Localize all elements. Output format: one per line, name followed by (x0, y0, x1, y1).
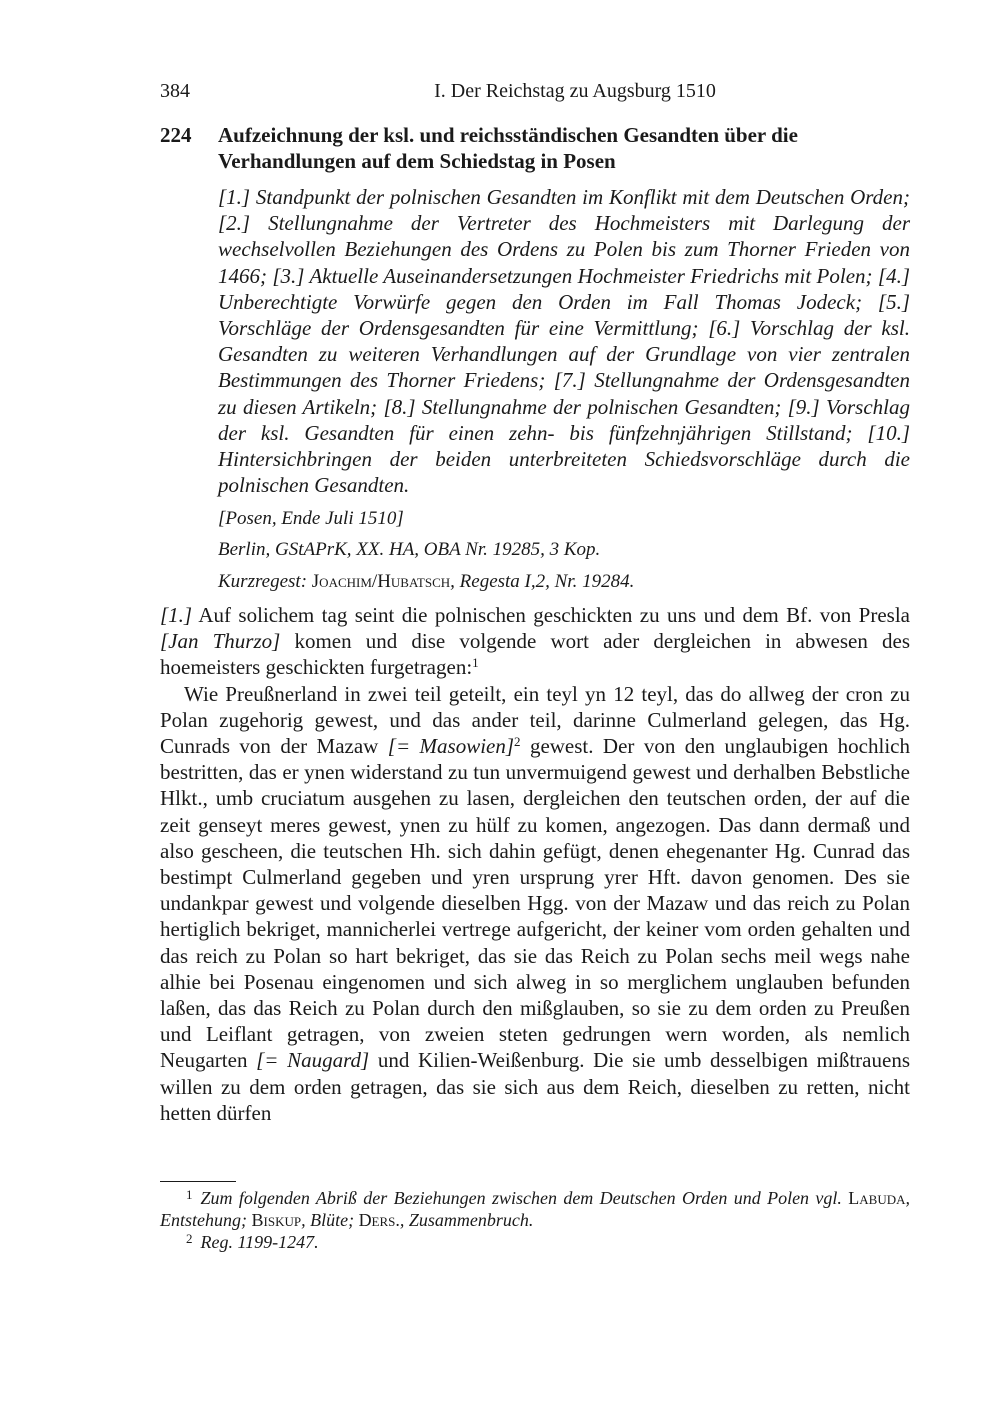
date-place: [Posen, Ende Juli 1510] (218, 508, 404, 529)
text-run: gewest. Der von den unglaubigen hochlich bestritten, das er ynen widerstand zu tun unvermuigend gewest und derhalben Bebstliche Hlkt., umb cruciatum ausgehen zu lasen, dergleichen den teutschen orden, der auf die zeit genseyt meres gewest, ynen zu hülf zu komen, angezogen. Das dann dermaß und also gescheen, die teutschen Hh. sich dahin gefügt, denen ehegenanter Hg. Cunrad das bestimpt Culmerland gegeben und yren ursprung yrer Hft. davon genomen. Des sie undankpar gewest und volgende dieselben Hgg. von der Mazaw und das reich zu Polan hertiglich bekriget, mannicherlei vertrege aufgericht, der keiner vom orden gehalten und das reich zu Polan so hart bekriget, das sie das Reich zu Polan sechs meil wegs nahe alhie bei Posenau eingenomen und sich alweg in so merglichem unglauben befunden laßen, das das Reich zu Polan durch den mißglauben, so sie zu dem orden zu Preußen und Leiflant getragen, von zweien steten gedrungen wern worden, als nemlich Neugarten (160, 734, 910, 1073)
text-run: und Kilien-Weißenburg. Die sie umb desselbigen mißtrauens willen zu dem orden getragen, das sie sich aus dem Reich, dieselben zu retten, nicht hetten dürfen (160, 1048, 910, 1125)
text-run: Auf solichem tag seint die polnischen geschickten zu uns und dem Bf. von Presla (192, 603, 910, 627)
footnote-text: , Blüte; (301, 1210, 359, 1230)
editorial-note: [= Masowien] (387, 734, 515, 759)
archive-reference: Berlin, GStAPrK, XX. HA, OBA Nr. 19285, 3 Kop. (218, 539, 601, 560)
footnote-mark: 2 (186, 1231, 193, 1246)
page-number: 384 (160, 80, 190, 102)
running-head (160, 80, 910, 108)
kurzregest-author-1: Joachim (311, 571, 372, 592)
footnote-text: Reg. 1199-1247. (200, 1232, 319, 1252)
editorial-note: [Jan Thurzo] (160, 629, 281, 654)
footnote-author: Biskup (251, 1210, 302, 1230)
footnote-author: Labuda (848, 1188, 906, 1208)
paragraph-1 (160, 602, 910, 681)
section-marker: [1.] (160, 603, 193, 627)
footnote-mark: 1 (186, 1187, 193, 1202)
kurzregest (218, 570, 910, 594)
footnote-text: , Entstehung; (160, 1188, 910, 1230)
document-title: Aufzeichnung der ksl. und reichsständischen Gesandten über die Verhandlungen auf dem Schiedstag in Posen (218, 123, 798, 173)
footnote-2 (160, 1228, 910, 1253)
running-title: I. Der Reichstag zu Augsburg 1510 (434, 80, 716, 102)
footnote-text: Zum folgenden Abriß der Beziehungen zwischen dem Deutschen Orden und Polen vgl. (200, 1188, 849, 1208)
editorial-note: [= Naugard] (256, 1048, 370, 1073)
document-heading (160, 122, 910, 174)
footnote-ref-1[interactable]: 1 (472, 655, 479, 671)
text-run: komen und dise volgende wort ader dergleichen in abwesen des hoemeisters geschickten furgetragen: (160, 629, 910, 680)
kurzregest-label: Kurzregest: (218, 571, 308, 592)
main-text (160, 602, 910, 1126)
footnote-text: , Zusammenbruch. (399, 1210, 534, 1230)
footnote-ref-2[interactable]: 2 (514, 734, 521, 750)
kurzregest-author-2: Hubatsch (377, 571, 451, 592)
text-run: Wie Preußnerland in zwei teil geteilt, ein teyl yn 12 teyl, das do allweg der cron zu Polan zugehorig gewest, und das ander teil, darinne Culmerland gelegen, das Hg. Cunrads von der Mazaw (160, 681, 910, 759)
footnote-author: Ders. (358, 1210, 400, 1230)
footnote-rule (160, 1181, 236, 1182)
paragraph-2 (160, 681, 910, 1126)
kurzregest-reference: , Regesta I,2, Nr. 19284. (450, 571, 635, 592)
footnote-1 (160, 1184, 910, 1231)
regest-summary: [1.] Standpunkt der polnischen Gesandten im Konflikt mit dem Deutschen Orden; [2.] Stellungnahme der Vertreter des Hochmeisters mit Darlegung der wechselvollen Beziehungen des Ordens zu Polen bis zum Thorner Frieden von 1466; [3.] Aktuelle Auseinandersetzungen Hochmeister Friedrichs mit Polen; [4.] Unberechtigte Vorwürfe gegen den Orden im Fall Thomas Jodeck; [5.] Vorschläge der Ordensgesandten für eine Vermittlung; [6.] Vorschlag der ksl. Gesandten zu weiteren Verhandlungen auf der Grundlage von vier zentralen Bestimmungen des Thorner Friedens; [7.] Stellungnahme der Ordensgesandten zu diesen Artikeln; [8.] Stellungnahme der polnischen Gesandten; [9.] Vorschlag der ksl. Gesandten für einen zehn- bis fünfzehnjährigen Stillstand; [10.] Hintersichbringen der beiden unterbreiteten Schiedsvorschläge durch die polnischen Gesandten. (218, 185, 910, 498)
document-number: 224 (160, 123, 192, 147)
kurzregest-slash: / (371, 571, 378, 592)
